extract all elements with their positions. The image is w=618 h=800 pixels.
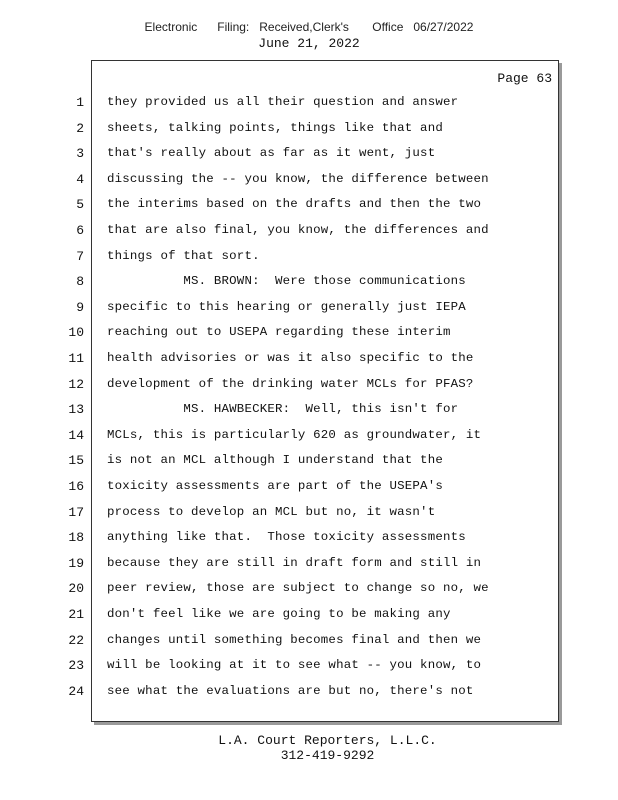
line-text: reaching out to USEPA regarding these interim: [107, 325, 451, 340]
line-text: development of the drinking water MCLs for PFAS?: [107, 376, 474, 391]
reporter-phone: 312-419-9292: [280, 748, 375, 763]
transcript-date: June 21, 2022: [258, 36, 360, 51]
line-number: 20: [68, 581, 84, 597]
line-text: sheets, talking points, things like that and: [107, 120, 443, 135]
line-number: 17: [68, 504, 84, 520]
line-number: 23: [68, 658, 84, 674]
line-text: the interims based on the drafts and then the two: [107, 197, 482, 212]
line-number: 11: [68, 351, 84, 366]
page-number: Page 63: [497, 71, 552, 86]
line-number: 5: [76, 197, 84, 213]
reporter-company: L.A. Court Reporters, L.L.C.: [218, 733, 437, 748]
line-text: health advisories or was it also specific to the: [107, 351, 474, 365]
line-text: toxicity assessments are part of the USEPA's: [107, 479, 443, 493]
filing-stamp: Electronic Filing: Received,Clerk's Office 06/27/2022: [144, 20, 474, 34]
line-text: discussing the -- you know, the difference between: [107, 171, 489, 186]
line-text: anything like that. Those toxicity assessments: [107, 530, 466, 545]
line-number: 22: [68, 632, 84, 648]
line-text: don't feel like we are going to be making any: [107, 607, 451, 621]
line-text: specific to this hearing or generally just IEPA: [107, 299, 466, 314]
line-text: will be looking at it to see what -- you know, to: [107, 658, 482, 673]
line-number: 15: [68, 453, 84, 469]
line-text: MS. BROWN: Were those communications: [107, 274, 466, 289]
line-number: 19: [68, 555, 84, 571]
line-number: 14: [68, 427, 84, 443]
line-number: 18: [68, 530, 84, 546]
line-number: 7: [76, 248, 84, 264]
line-text: things of that sort.: [107, 248, 260, 263]
line-number: 9: [76, 299, 84, 315]
line-text: changes until something becomes final and then we: [107, 632, 482, 647]
line-number: 21: [68, 607, 84, 622]
line-number: 10: [68, 325, 84, 341]
line-text: MS. HAWBECKER: Well, this isn't for: [107, 402, 459, 417]
line-text: MCLs, this is particularly 620 as groundwater, it: [107, 427, 482, 442]
line-number: 13: [68, 402, 84, 418]
line-text: is not an MCL although I understand that the: [107, 453, 443, 468]
line-number: 12: [68, 376, 84, 392]
line-number: 6: [76, 223, 84, 238]
line-text: they provided us all their question and answer: [107, 95, 459, 109]
line-number: 3: [76, 146, 84, 162]
line-text: see what the evaluations are but no, there's not: [107, 683, 474, 698]
line-number: 4: [76, 171, 84, 187]
line-number: 24: [68, 683, 84, 699]
line-number: 2: [76, 120, 84, 136]
line-text: peer review, those are subject to change so no, we: [107, 581, 489, 596]
line-number: 8: [76, 274, 84, 290]
line-number: 16: [68, 479, 84, 494]
line-text: because they are still in draft form and still in: [107, 555, 482, 570]
line-text: process to develop an MCL but no, it wasn't: [107, 504, 436, 519]
line-text: that are also final, you know, the differences and: [107, 223, 489, 237]
line-number: 1: [76, 95, 84, 110]
line-text: that's really about as far as it went, just: [107, 146, 436, 161]
